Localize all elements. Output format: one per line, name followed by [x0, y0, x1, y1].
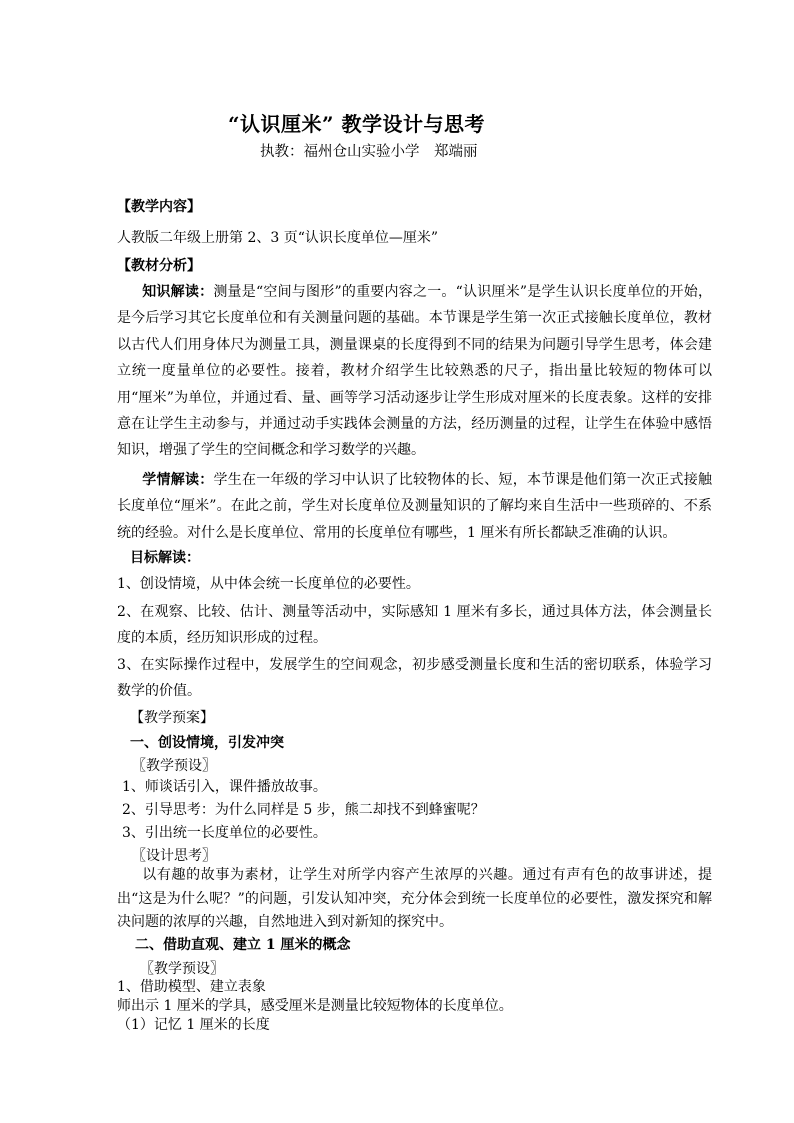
- part2-step: 1、借助模型、建立表象: [117, 979, 266, 995]
- knowledge-text: 测量是“空间与图形”的重要内容之一。“认识厘米”是学生认识长度单位的开始，是今后学习其它长度单位和有关测量问题的基础。本节课是学生第一次正式接触长度单位，教材以古代人们用身体尺为测量工具，测量课桌的长度得到不同的结果为问题引导学生思考，体会建立统一度量单位的必要性。接着，教材介绍学生比较熟悉的尺子，指出量比较短的物体可以用“厘米”为单位，并通过看、量、画等学习活动逐步让学生形成对厘米的长度表象。这样的安排意在让学生主动参与，并通过动手实践体会测量的方法，经历测量的过程，让学生在体验中感悟知识，增强了学生的空间概念和学习数学的兴趣。: [117, 284, 712, 459]
- part1-design-heading: 〖设计思考〗: [132, 848, 216, 864]
- part2-title: 二、借助直观、建立 1 厘米的概念: [135, 937, 351, 953]
- teaching-plan-heading: 【教学预案】: [130, 710, 214, 726]
- learner-interpretation-paragraph: [117, 467, 712, 546]
- learner-label: 学情解读：: [142, 472, 214, 488]
- author-line: 执教：福州仓山实验小学 郑端丽: [260, 144, 478, 160]
- part1-design-text: 以有趣的故事为素材，让学生对所学内容产生浓厚的兴趣。通过有声有色的故事讲述，提出“这是为什么呢？”的问题，引发认知冲突，充分体会到统一长度单位的必要性，激发探究和解决问题的浓厚的兴趣，自然地进入到对新知的探究中。: [117, 867, 712, 930]
- part2-sub-step: （1）记忆 1 厘米的长度: [117, 1017, 270, 1033]
- part2-preset-heading: 〖教学预设〗: [140, 961, 224, 977]
- part1-preset-heading: 〖教学预设〗: [132, 758, 216, 774]
- part1-title: 一、创设情境，引发冲突: [130, 735, 284, 751]
- knowledge-interpretation-paragraph: [117, 279, 712, 464]
- document-title: “认识厘米” 教学设计与思考: [228, 112, 485, 136]
- goal-item: 2、在观察、比较、估计、测量等活动中，实际感知 1 厘米有多长，通过具体方法，体会测量长度的本质，经历知识形成的过程。: [117, 604, 712, 647]
- part2-step-text: 师出示 1 厘米的学具，感受厘米是测量比较短物体的长度单位。: [117, 998, 513, 1014]
- goals-label: 目标解读：: [130, 550, 200, 566]
- knowledge-label: 知识解读：: [142, 284, 214, 300]
- teaching-content-heading: 【教学内容】: [117, 199, 201, 215]
- material-analysis-heading: 【教材分析】: [117, 258, 201, 274]
- part1-step: 3、引出统一长度单位的必要性。: [122, 825, 327, 841]
- teaching-content-text: 人教版二年级上册第 2、3 页“认识长度单位—厘米”: [117, 230, 439, 246]
- learner-text: 学生在一年级的学习中认识了比较物体的长、短，本节课是他们第一次正式接触长度单位“厘米”。在此之前，学生对长度单位及测量知识的了解均来自生活中一些琐碎的、不系统的经验。对什么是长度单位、常用的长度单位有哪些，1 厘米有所长都缺乏准确的认识。: [117, 472, 713, 541]
- part1-step: 2、引导思考：为什么同样是 5 步，熊二却找不到蜂蜜呢？: [122, 802, 485, 818]
- goal-item: 3、在实际操作过程中，发展学生的空间观念，初步感受测量长度和生活的密切联系，体验学习数学的价值。: [117, 657, 712, 700]
- part1-step: 1、师谈话引入，课件播放故事。: [122, 779, 327, 795]
- goal-item: 1、创设情境，从中体会统一长度单位的必要性。: [117, 576, 420, 592]
